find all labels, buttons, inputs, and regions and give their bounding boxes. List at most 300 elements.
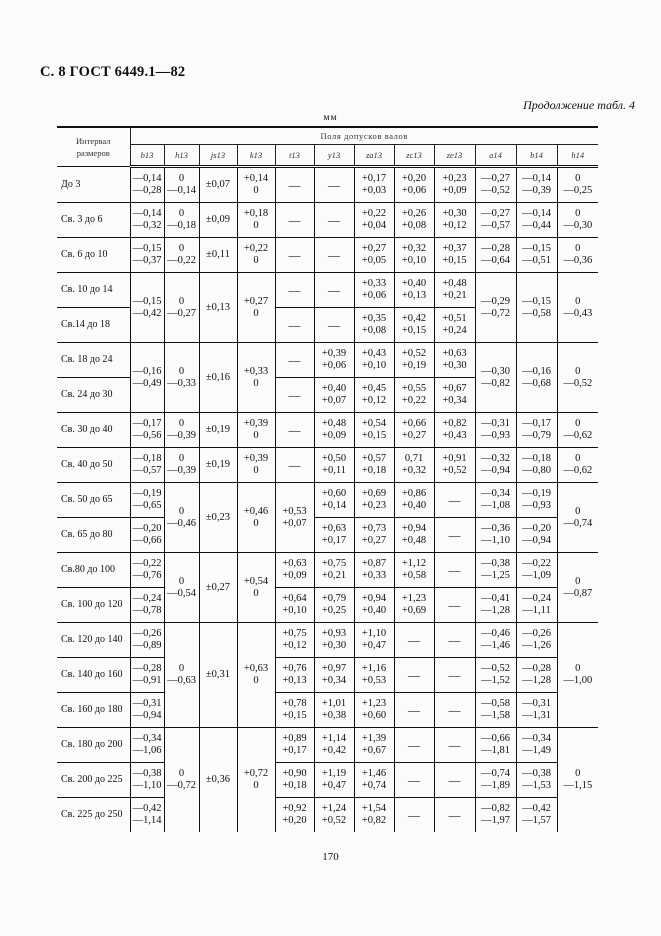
no-value-dash: — xyxy=(408,773,420,787)
upper-deviation: 0 xyxy=(178,418,185,429)
no-value-dash: — xyxy=(448,528,461,542)
symmetric-deviation: ±0,19 xyxy=(205,459,231,470)
lower-deviation: —1,57 xyxy=(522,815,551,826)
tolerance-cell-js13 xyxy=(199,483,237,553)
upper-deviation: +0,33 xyxy=(243,365,269,377)
lower-deviation: —0,57 xyxy=(481,220,510,231)
tolerance-cell-ze13 xyxy=(434,343,475,378)
symmetric-deviation: ±0,16 xyxy=(205,371,231,383)
tolerance-cell-h14 xyxy=(557,553,598,623)
upper-deviation: +0,63 xyxy=(442,348,467,359)
tolerance-cell-zc13 xyxy=(394,448,434,483)
lower-deviation: —1,49 xyxy=(522,745,551,756)
no-value-dash: — xyxy=(448,633,461,647)
lower-deviation: —0,37 xyxy=(132,255,162,266)
upper-deviation: —0,17 xyxy=(522,418,551,429)
tolerance-cell-b13 xyxy=(130,693,164,728)
lower-deviation: —0,79 xyxy=(522,430,551,441)
tolerance-cell-b14 xyxy=(516,273,557,343)
size-interval-cell: Св. 24 до 30 xyxy=(57,378,130,413)
no-value-dash: — xyxy=(408,633,420,647)
lower-deviation: —0,44 xyxy=(522,220,551,231)
upper-deviation: +0,23 xyxy=(442,173,467,184)
group-header: Поля допусков валов xyxy=(130,127,598,145)
upper-deviation: +0,32 xyxy=(401,243,427,254)
lower-deviation: +0,69 xyxy=(401,605,427,616)
lower-deviation: +0,08 xyxy=(401,220,427,231)
no-value-dash: — xyxy=(448,598,461,612)
upper-deviation: +1,23 xyxy=(401,593,427,604)
tolerance-cell-js13 xyxy=(199,167,237,203)
upper-deviation: —0,14 xyxy=(132,208,162,219)
lower-deviation: +0,38 xyxy=(321,710,347,721)
upper-deviation: +0,54 xyxy=(243,575,269,587)
lower-deviation: +0,52 xyxy=(442,465,467,476)
upper-deviation: —0,38 xyxy=(132,768,162,779)
tolerance-cell-ze13 xyxy=(434,623,475,658)
no-value-dash: — xyxy=(288,318,301,332)
tolerance-cell-zc13 xyxy=(394,588,434,623)
tolerance-cell-ze13 xyxy=(434,658,475,693)
upper-deviation: +0,55 xyxy=(401,383,427,394)
lower-deviation: +0,18 xyxy=(282,780,307,791)
tolerance-cell-b14 xyxy=(516,448,557,483)
tolerance-cell-t13 xyxy=(275,623,314,658)
lower-deviation: —0,18 xyxy=(167,220,196,231)
lower-deviation: +0,30 xyxy=(442,360,467,371)
lower-deviation: +0,13 xyxy=(282,675,307,686)
upper-deviation: +0,27 xyxy=(361,243,387,254)
tolerance-cell-a14 xyxy=(475,658,516,693)
no-value-dash: — xyxy=(288,178,301,192)
tolerance-cell-h14 xyxy=(557,167,598,203)
tolerance-cell-a14 xyxy=(475,728,516,763)
no-value-dash: — xyxy=(288,388,301,402)
upper-deviation: +0,94 xyxy=(401,523,427,534)
lower-deviation: —0,78 xyxy=(132,605,162,616)
tolerance-cell-js13 xyxy=(199,238,237,273)
tolerance-cell-k13 xyxy=(237,273,275,343)
upper-deviation: 0,71 xyxy=(404,453,424,464)
upper-deviation: +0,64 xyxy=(282,593,307,604)
tolerance-cell-t13 xyxy=(275,448,314,483)
upper-deviation: —0,19 xyxy=(132,488,162,499)
tolerance-cell-h13 xyxy=(164,273,199,343)
table-row xyxy=(57,588,598,623)
tolerance-cell-k13 xyxy=(237,238,275,273)
tolerance-cell-za13 xyxy=(354,413,394,448)
tolerance-cell-a14 xyxy=(475,448,516,483)
tolerance-cell-h13 xyxy=(164,343,199,413)
upper-deviation: +1,39 xyxy=(361,733,387,744)
upper-deviation: +1,14 xyxy=(321,733,347,744)
tolerance-cell-y13 xyxy=(314,413,354,448)
upper-deviation: 0 xyxy=(575,365,581,377)
lower-deviation: +0,34 xyxy=(321,675,347,686)
upper-deviation: —0,27 xyxy=(481,208,510,219)
lower-deviation: +0,10 xyxy=(361,360,387,371)
upper-deviation: —0,38 xyxy=(522,768,551,779)
upper-deviation: —0,34 xyxy=(481,488,510,499)
table-row xyxy=(57,273,598,308)
tolerance-cell-b13 xyxy=(130,448,164,483)
tolerance-cell-k13 xyxy=(237,343,275,413)
upper-deviation: +0,93 xyxy=(321,628,347,639)
upper-deviation: +0,75 xyxy=(282,628,307,639)
upper-deviation: +0,46 xyxy=(243,505,269,517)
size-interval-cell: Св. 100 до 120 xyxy=(57,588,130,623)
size-interval-cell: Св. 30 до 40 xyxy=(57,413,130,448)
lower-deviation: —1,06 xyxy=(132,745,162,756)
upper-deviation: +0,39 xyxy=(243,418,269,429)
tolerance-cell-za13 xyxy=(354,588,394,623)
tolerance-cell-zc13 xyxy=(394,343,434,378)
table-row xyxy=(57,167,598,203)
lower-deviation: +0,21 xyxy=(442,290,467,301)
size-interval-cell: Св. 18 до 24 xyxy=(57,343,130,378)
upper-deviation: —0,17 xyxy=(132,418,162,429)
col-header-y13: y13 xyxy=(314,145,354,167)
tolerance-cell-y13 xyxy=(314,728,354,763)
lower-deviation: +0,60 xyxy=(361,710,387,721)
upper-deviation: —0,31 xyxy=(132,698,162,709)
lower-deviation: —0,27 xyxy=(167,307,196,319)
no-value-dash: — xyxy=(288,248,301,262)
table-row xyxy=(57,413,598,448)
lower-deviation: —0,57 xyxy=(132,465,162,476)
tolerance-cell-h14 xyxy=(557,623,598,728)
upper-deviation: +0,92 xyxy=(282,803,307,814)
tolerance-cell-js13 xyxy=(199,553,237,623)
upper-deviation: —0,52 xyxy=(481,663,510,674)
tolerance-cell-y13 xyxy=(314,623,354,658)
tolerance-cell-k13 xyxy=(237,553,275,623)
lower-deviation: 0 xyxy=(253,675,259,686)
table-row xyxy=(57,203,598,238)
table-row xyxy=(57,553,598,588)
tolerance-cell-zc13 xyxy=(394,378,434,413)
upper-deviation: —0,26 xyxy=(132,628,162,639)
upper-deviation: —0,24 xyxy=(132,593,162,604)
lower-deviation: —1,58 xyxy=(481,710,510,721)
tolerance-cell-a14 xyxy=(475,273,516,343)
table-row xyxy=(57,658,598,693)
upper-deviation: +0,94 xyxy=(361,593,387,604)
tolerance-cell-h13 xyxy=(164,448,199,483)
tolerance-cell-zc13 xyxy=(394,308,434,343)
lower-deviation: —1,26 xyxy=(522,640,551,651)
no-value-dash: — xyxy=(328,248,340,262)
tolerance-cell-y13 xyxy=(314,203,354,238)
lower-deviation: —0,32 xyxy=(132,220,162,231)
no-value-dash: — xyxy=(288,213,301,227)
tolerance-cell-b14 xyxy=(516,658,557,693)
upper-deviation: +0,63 xyxy=(282,558,307,569)
lower-deviation: —1,10 xyxy=(481,535,510,546)
upper-deviation: +0,48 xyxy=(442,278,467,289)
tolerance-cell-y13 xyxy=(314,343,354,378)
lower-deviation: +0,06 xyxy=(401,185,427,196)
tolerance-cell-js13 xyxy=(199,273,237,343)
upper-deviation: 0 xyxy=(178,575,185,587)
no-value-dash: — xyxy=(408,668,420,682)
tolerance-cell-zc13 xyxy=(394,203,434,238)
tolerance-cell-k13 xyxy=(237,448,275,483)
upper-deviation: +1,19 xyxy=(321,768,347,779)
table-row xyxy=(57,798,598,833)
lower-deviation: +0,27 xyxy=(401,430,427,441)
upper-deviation: +0,53 xyxy=(282,505,307,517)
upper-deviation: +1,16 xyxy=(361,663,387,674)
units-label: мм xyxy=(323,113,338,123)
upper-deviation: +0,26 xyxy=(401,208,427,219)
lower-deviation: —0,36 xyxy=(563,255,593,266)
upper-deviation: 0 xyxy=(575,663,581,674)
upper-deviation: —0,15 xyxy=(522,295,551,307)
size-interval-cell: Св. 3 до 6 xyxy=(57,203,130,238)
tolerance-cell-ze13 xyxy=(434,238,475,273)
upper-deviation: +0,78 xyxy=(282,698,307,709)
lower-deviation: —0,63 xyxy=(167,675,196,686)
lower-deviation: +0,67 xyxy=(361,745,387,756)
tolerance-cell-b13 xyxy=(130,518,164,553)
upper-deviation: +0,79 xyxy=(321,593,347,604)
tolerance-cell-js13 xyxy=(199,448,237,483)
upper-deviation: +0,40 xyxy=(401,278,427,289)
upper-deviation: —0,46 xyxy=(481,628,510,639)
tolerance-cell-h13 xyxy=(164,413,199,448)
lower-deviation: +0,20 xyxy=(282,815,307,826)
symmetric-deviation: ±0,27 xyxy=(205,581,231,593)
lower-deviation: —1,28 xyxy=(522,675,551,686)
tolerance-cell-za13 xyxy=(354,658,394,693)
tolerance-cell-ze13 xyxy=(434,728,475,763)
table-row xyxy=(57,623,598,658)
tolerance-cell-a14 xyxy=(475,343,516,413)
tolerance-cell-h14 xyxy=(557,203,598,238)
tolerance-cell-t13 xyxy=(275,308,314,343)
lower-deviation: —0,80 xyxy=(522,465,551,476)
tolerance-cell-b14 xyxy=(516,518,557,553)
upper-deviation: —0,42 xyxy=(522,803,551,814)
tolerance-cell-b14 xyxy=(516,553,557,588)
lower-deviation: 0 xyxy=(253,780,259,791)
lower-deviation: +0,21 xyxy=(321,570,347,581)
tolerance-cell-zc13 xyxy=(394,763,434,798)
upper-deviation: +0,50 xyxy=(321,453,347,464)
tolerance-cell-zc13 xyxy=(394,238,434,273)
upper-deviation: +0,48 xyxy=(321,418,347,429)
upper-deviation: —0,14 xyxy=(522,208,551,219)
lower-deviation: +0,12 xyxy=(442,220,467,231)
tolerance-cell-h13 xyxy=(164,553,199,623)
lower-deviation: —0,89 xyxy=(132,640,162,651)
tolerance-cell-k13 xyxy=(237,483,275,553)
lower-deviation: —0,39 xyxy=(167,465,196,476)
lower-deviation: —0,64 xyxy=(481,255,510,266)
tolerance-cell-b13 xyxy=(130,167,164,203)
tolerance-cell-a14 xyxy=(475,623,516,658)
upper-deviation: +0,22 xyxy=(361,208,387,219)
lower-deviation: +0,14 xyxy=(321,500,347,511)
lower-deviation: +0,47 xyxy=(321,780,347,791)
tolerance-cell-h13 xyxy=(164,167,199,203)
lower-deviation: 0 xyxy=(253,517,259,529)
size-interval-cell: Св. 120 до 140 xyxy=(57,623,130,658)
tolerance-cell-h14 xyxy=(557,413,598,448)
tolerance-cell-a14 xyxy=(475,588,516,623)
upper-deviation: +0,54 xyxy=(361,418,387,429)
lower-deviation: +0,15 xyxy=(361,430,387,441)
no-value-dash: — xyxy=(448,808,461,822)
lower-deviation: —0,87 xyxy=(563,587,593,599)
lower-deviation: —0,91 xyxy=(132,675,162,686)
tolerance-cell-zc13 xyxy=(394,693,434,728)
tolerance-cell-t13 xyxy=(275,763,314,798)
upper-deviation: —0,41 xyxy=(481,593,510,604)
upper-deviation: +0,60 xyxy=(321,488,347,499)
lower-deviation: +0,11 xyxy=(322,465,346,476)
lower-deviation: —0,74 xyxy=(563,517,593,529)
lower-deviation: —1,53 xyxy=(522,780,551,791)
no-value-dash: — xyxy=(288,458,301,472)
tolerance-cell-b13 xyxy=(130,658,164,693)
upper-deviation: +0,91 xyxy=(442,453,467,464)
table-row xyxy=(57,518,598,553)
tolerance-cell-y13 xyxy=(314,483,354,518)
lower-deviation: +0,24 xyxy=(442,325,467,336)
upper-deviation: 0 xyxy=(575,453,581,464)
upper-deviation: +0,42 xyxy=(401,313,427,324)
tolerance-cell-t13 xyxy=(275,588,314,623)
tolerance-cell-za13 xyxy=(354,273,394,308)
upper-deviation: —0,74 xyxy=(481,768,510,779)
lower-deviation: +0,15 xyxy=(282,710,307,721)
upper-deviation: +0,35 xyxy=(361,313,387,324)
lower-deviation: —1,89 xyxy=(481,780,510,791)
tolerance-cell-ze13 xyxy=(434,798,475,833)
lower-deviation: +0,07 xyxy=(282,517,307,529)
col-header-t13: t13 xyxy=(275,145,314,167)
size-interval-cell: Св.14 до 18 xyxy=(57,308,130,343)
tolerance-table xyxy=(57,126,598,832)
upper-deviation: +0,51 xyxy=(442,313,467,324)
no-value-dash: — xyxy=(448,493,461,507)
upper-deviation: —0,30 xyxy=(481,365,510,377)
tolerance-cell-ze13 xyxy=(434,378,475,413)
lower-deviation: 0 xyxy=(253,465,259,476)
table-row xyxy=(57,343,598,378)
no-value-dash: — xyxy=(328,178,340,192)
tolerance-cell-b14 xyxy=(516,238,557,273)
lower-deviation: —0,54 xyxy=(167,587,196,599)
upper-deviation: +1,23 xyxy=(361,698,387,709)
size-interval-cell: Св. 40 до 50 xyxy=(57,448,130,483)
tolerance-cell-ze13 xyxy=(434,553,475,588)
upper-deviation: —0,20 xyxy=(522,523,551,534)
col-header-js13: js13 xyxy=(199,145,237,167)
tolerance-cell-h13 xyxy=(164,623,199,728)
lower-deviation: —1,31 xyxy=(522,710,551,721)
tolerance-cell-b13 xyxy=(130,343,164,413)
upper-deviation: —0,66 xyxy=(481,733,510,744)
symmetric-deviation: ±0,09 xyxy=(205,214,231,225)
tolerance-cell-b14 xyxy=(516,763,557,798)
upper-deviation: —0,15 xyxy=(522,243,551,254)
upper-deviation: —0,14 xyxy=(522,173,551,184)
lower-deviation: —1,11 xyxy=(522,605,551,616)
lower-deviation: —0,68 xyxy=(522,377,551,389)
lower-deviation: —0,94 xyxy=(132,710,162,721)
upper-deviation: —0,28 xyxy=(132,663,162,674)
lower-deviation: —0,82 xyxy=(481,377,510,389)
tolerance-cell-js13 xyxy=(199,413,237,448)
no-value-dash: — xyxy=(448,703,461,717)
tolerance-cell-b13 xyxy=(130,203,164,238)
no-value-dash: — xyxy=(328,318,340,332)
lower-deviation: —0,46 xyxy=(167,517,196,529)
lower-deviation: —1,10 xyxy=(132,780,162,791)
lower-deviation: —1,14 xyxy=(132,815,162,826)
tolerance-cell-zc13 xyxy=(394,483,434,518)
size-interval-cell: Св. 50 до 65 xyxy=(57,483,130,518)
tolerance-cell-h13 xyxy=(164,483,199,553)
tolerance-cell-zc13 xyxy=(394,518,434,553)
interval-header: Интервал размеров xyxy=(57,127,130,167)
tolerance-cell-t13 xyxy=(275,273,314,308)
tolerance-cell-h13 xyxy=(164,203,199,238)
lower-deviation: +0,06 xyxy=(321,360,347,371)
upper-deviation: +0,63 xyxy=(243,663,269,674)
lower-deviation: 0 xyxy=(253,430,259,441)
no-value-dash: — xyxy=(328,283,340,297)
lower-deviation: —0,93 xyxy=(522,500,551,511)
lower-deviation: —0,65 xyxy=(132,500,162,511)
lower-deviation: +0,09 xyxy=(442,185,467,196)
tolerance-cell-t13 xyxy=(275,658,314,693)
upper-deviation: —0,24 xyxy=(522,593,551,604)
upper-deviation: +0,76 xyxy=(282,663,307,674)
upper-deviation: +1,10 xyxy=(361,628,387,639)
table-row xyxy=(57,483,598,518)
upper-deviation: +0,86 xyxy=(401,488,427,499)
upper-deviation: —0,15 xyxy=(132,295,162,307)
lower-deviation: +0,52 xyxy=(321,815,347,826)
lower-deviation: +0,43 xyxy=(442,430,467,441)
tolerance-cell-t13 xyxy=(275,413,314,448)
lower-deviation: +0,15 xyxy=(442,255,467,266)
size-interval-cell: Св. 160 до 180 xyxy=(57,693,130,728)
upper-deviation: +0,57 xyxy=(361,453,387,464)
table-continuation-label: Продолжение табл. 4 xyxy=(523,98,635,112)
size-interval-cell: Св. 225 до 250 xyxy=(57,798,130,833)
tolerance-cell-zc13 xyxy=(394,167,434,203)
tolerance-cell-za13 xyxy=(354,518,394,553)
lower-deviation: —0,94 xyxy=(522,535,551,546)
tolerance-cell-za13 xyxy=(354,798,394,833)
tolerance-cell-b14 xyxy=(516,413,557,448)
lower-deviation: —1,28 xyxy=(481,605,510,616)
tolerance-cell-k13 xyxy=(237,413,275,448)
lower-deviation: +0,17 xyxy=(321,535,347,546)
upper-deviation: 0 xyxy=(575,243,581,254)
no-value-dash: — xyxy=(288,283,301,297)
symmetric-deviation: ±0,13 xyxy=(205,301,231,313)
symmetric-deviation: ±0,36 xyxy=(205,774,231,785)
lower-deviation: 0 xyxy=(253,220,259,231)
tolerance-cell-b14 xyxy=(516,693,557,728)
upper-deviation: —0,16 xyxy=(522,365,551,377)
